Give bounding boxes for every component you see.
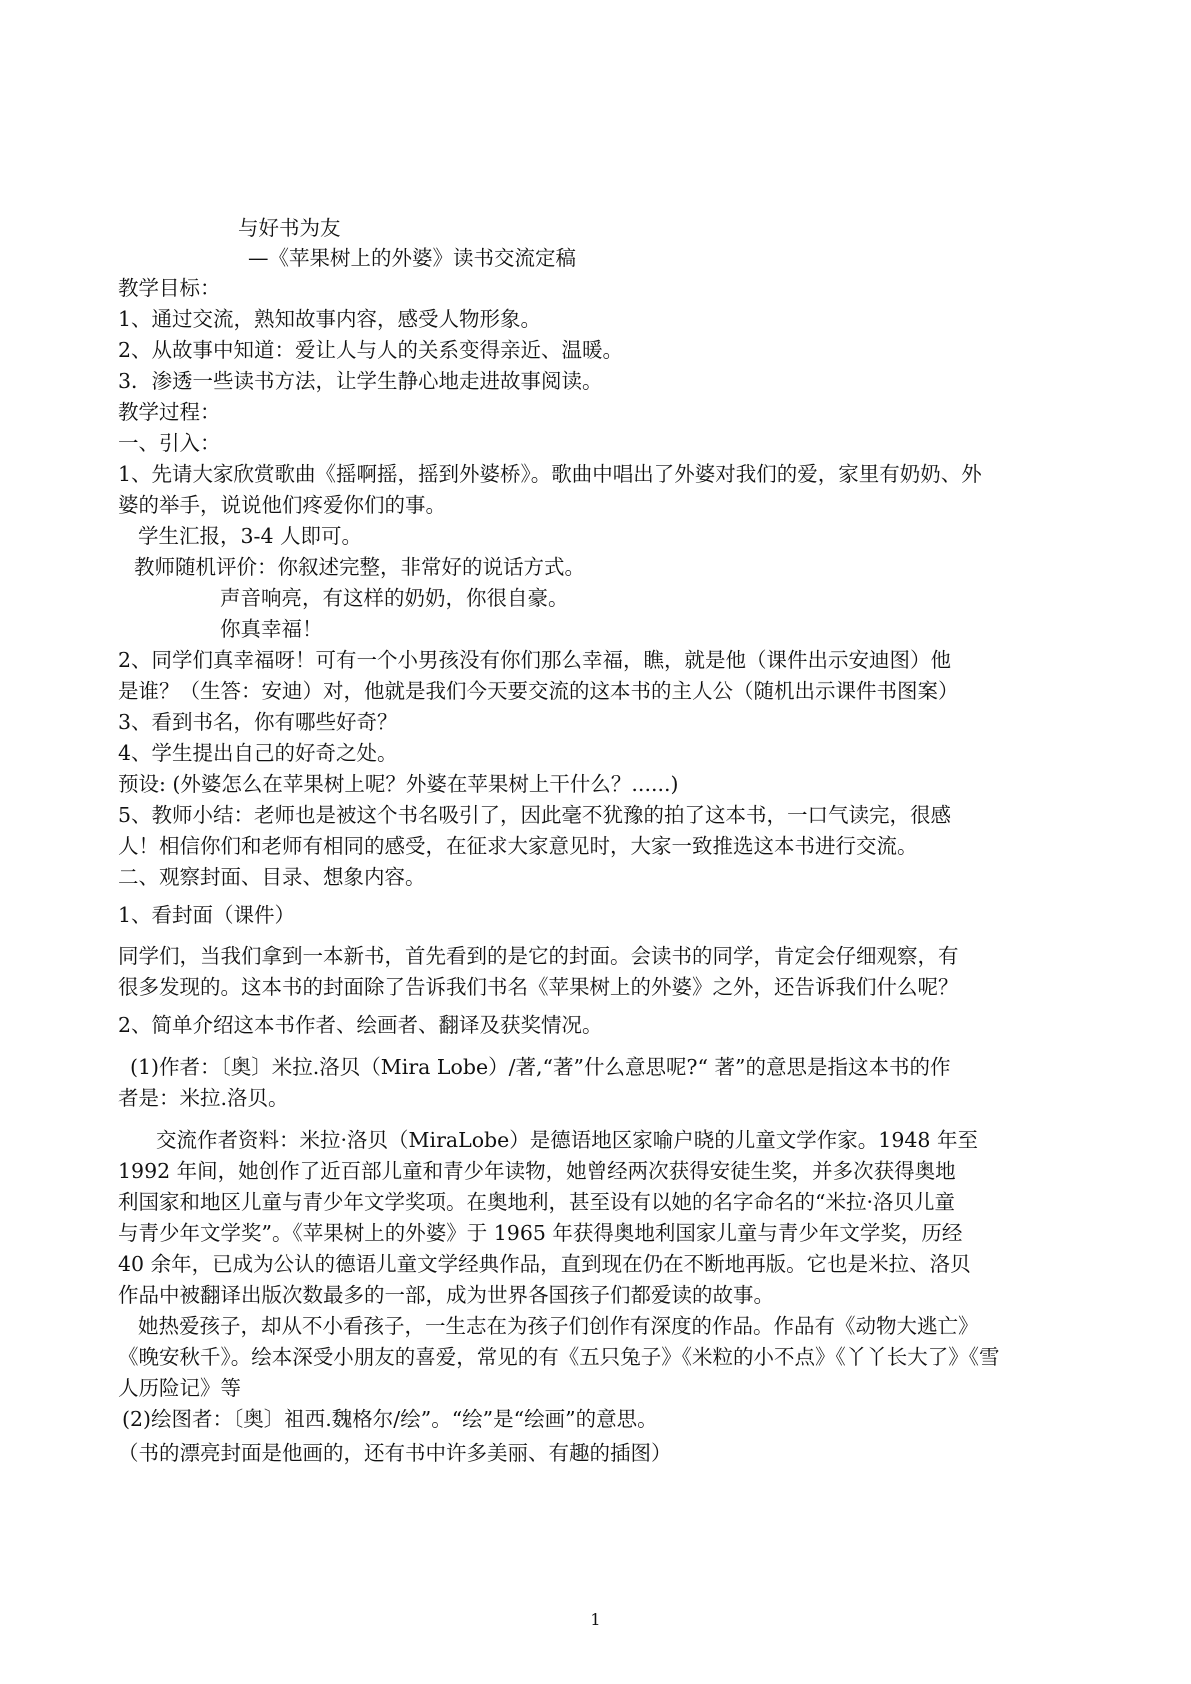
doc-line: 《晚安秋千》。绘本深受小朋友的喜爱，常见的有《五只兔子》《米粒的小不点》《丫丫长大了》《雪 — [118, 1345, 1000, 1369]
doc-title: 与好书为友 — [238, 216, 341, 240]
doc-line: 学生汇报，3-4 人即可。 — [138, 524, 363, 548]
doc-line: 3．渗透一些读书方法，让学生静心地走进故事阅读。 — [118, 369, 603, 393]
doc-subtitle: —《苹果树上的外婆》读书交流定稿 — [248, 246, 576, 270]
doc-line: 40 余年，已成为公认的德语儿童文学经典作品，直到现在仍在不断地再版。它也是米拉、洛贝 — [118, 1252, 971, 1276]
doc-line: 1、通过交流，熟知故事内容，感受人物形象。 — [118, 307, 542, 331]
doc-line: 5、教师小结：老师也是被这个书名吸引了，因此毫不犹豫的拍了这本书，一口气读完，很感 — [118, 803, 952, 827]
doc-line: 1、看封面（课件） — [118, 903, 296, 927]
doc-line: 2、简单介绍这本书作者、绘画者、翻译及获奖情况。 — [118, 1013, 603, 1037]
doc-line: 4、学生提出自己的好奇之处。 — [118, 741, 398, 765]
doc-line: 很多发现的。这本书的封面除了告诉我们书名《苹果树上的外婆》之外，还告诉我们什么呢？ — [118, 975, 959, 999]
doc-line: (2)绘图者：〔奥〕祖西.魏格尔/绘”。“绘”是“绘画”的意思。 — [122, 1407, 658, 1431]
doc-line: 人历险记》等 — [118, 1376, 241, 1400]
doc-line: 她热爱孩子，却从不小看孩子，一生志在为孩子们创作有深度的作品。作品有《动物大逃亡》 — [138, 1314, 979, 1338]
doc-line: 2、同学们真幸福呀！可有一个小男孩没有你们那么幸福，瞧，就是他（课件出示安迪图）他 — [118, 648, 952, 672]
doc-line: 2、从故事中知道：爱让人与人的关系变得亲近、温暖。 — [118, 338, 624, 362]
doc-line: 人！相信你们和老师有相同的感受，在征求大家意见时，大家一致推选这本书进行交流。 — [118, 834, 918, 858]
doc-line: 预设: (外婆怎么在苹果树上呢？外婆在苹果树上干什么？......) — [118, 772, 679, 796]
doc-line: 与青少年文学奖”。《苹果树上的外婆》于 1965 年获得奥地利国家儿童与青少年文学奖，历经 — [118, 1221, 963, 1245]
doc-line: 3、看到书名，你有哪些好奇？ — [118, 710, 398, 734]
doc-line: 你真幸福！ — [220, 617, 323, 641]
doc-line: 婆的举手，说说他们疼爱你们的事。 — [118, 493, 446, 517]
doc-line: （书的漂亮封面是他画的，还有书中许多美丽、有趣的插图） — [118, 1441, 672, 1465]
doc-line: 交流作者资料：米拉·洛贝（MiraLobe）是德语地区家喻户晓的儿童文学作家。1948 年至 — [156, 1128, 978, 1152]
doc-line: (1)作者：〔奥〕米拉.洛贝（Mira Lobe）/著,“著”什么意思呢?“ 著”的意思是指这本书的作 — [130, 1055, 951, 1079]
page-number: 1 — [590, 1610, 601, 1629]
doc-line: 一、引入： — [118, 431, 221, 455]
doc-line: 教学过程： — [118, 400, 221, 424]
doc-line: 教师随机评价：你叙述完整，非常好的说话方式。 — [134, 555, 585, 579]
doc-line: 同学们，当我们拿到一本新书，首先看到的是它的封面。会读书的同学，肯定会仔细观察，有 — [118, 944, 959, 968]
doc-line: 声音响亮，有这样的奶奶，你很自豪。 — [220, 586, 569, 610]
doc-line: 利国家和地区儿童与青少年文学奖项。在奥地利，甚至设有以她的名字命名的“米拉·洛贝儿童 — [118, 1190, 955, 1214]
doc-line: 1、先请大家欣赏歌曲《摇啊摇，摇到外婆桥》。歌曲中唱出了外婆对我们的爱，家里有奶奶、外 — [118, 462, 982, 486]
doc-line: 二、观察封面、目录、想象内容。 — [118, 865, 426, 889]
doc-line: 教学目标： — [118, 276, 221, 300]
doc-line: 作品中被翻译出版次数最多的一部，成为世界各国孩子们都爱读的故事。 — [118, 1283, 774, 1307]
doc-line: 1992 年间，她创作了近百部儿童和青少年读物，她曾经两次获得安徒生奖，并多次获得奥地 — [118, 1159, 956, 1183]
doc-line: 者是：米拉.洛贝。 — [118, 1086, 289, 1110]
doc-line: 是谁？（生答：安迪）对，他就是我们今天要交流的这本书的主人公（随机出示课件书图案） — [118, 679, 959, 703]
